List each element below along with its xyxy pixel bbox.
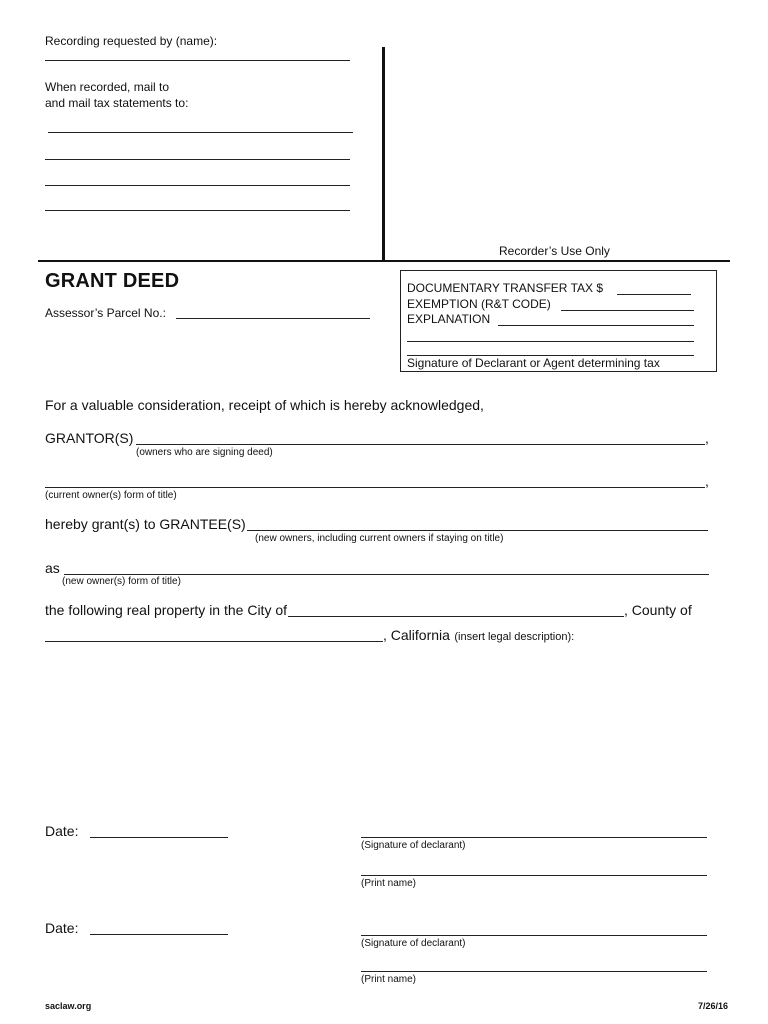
exemption-label: EXEMPTION (R&T CODE): [407, 297, 551, 311]
print-name-label-1: (Print name): [361, 878, 417, 889]
mail-address-line-4[interactable]: [45, 210, 350, 211]
date-field-1[interactable]: [90, 837, 228, 838]
apn-label: Assessor’s Parcel No.:: [45, 306, 166, 320]
recording-requested-field[interactable]: [45, 60, 350, 61]
legal-description-note: (insert legal description):: [454, 631, 575, 643]
mail-to-label-line2: and mail tax statements to:: [45, 96, 189, 110]
property-city-label: the following real property in the City of: [45, 602, 288, 618]
footer-site: saclaw.org: [45, 1001, 92, 1011]
grantor-label: GRANTOR(S): [45, 430, 134, 446]
print-name-field-2[interactable]: [361, 971, 707, 972]
county-label: , County of: [624, 602, 692, 618]
mail-address-line-2[interactable]: [45, 159, 350, 160]
grantor-comma: ,: [705, 430, 709, 446]
signature-declarant-label-1: (Signature of declarant): [361, 840, 466, 851]
transfer-tax-box: [400, 270, 717, 372]
signature-field-2[interactable]: [361, 935, 707, 936]
as-label: as: [45, 560, 60, 576]
mail-address-line-1[interactable]: [48, 132, 353, 133]
signature-field-1[interactable]: [361, 837, 707, 838]
mail-to-label-line1: When recorded, mail to: [45, 80, 170, 94]
recorder-area-divider: [382, 47, 385, 261]
print-name-label-2: (Print name): [361, 974, 417, 985]
city-field[interactable]: [288, 616, 624, 617]
county-field[interactable]: [45, 641, 383, 642]
recorder-use-only-label: Recorder’s Use Only: [499, 244, 610, 258]
page-title: GRANT DEED: [45, 270, 180, 292]
grantee-field[interactable]: [247, 530, 708, 531]
transfer-tax-label: DOCUMENTARY TRANSFER TAX $: [407, 281, 604, 295]
declarant-signature-label: Signature of Declarant or Agent determining tax: [407, 356, 660, 370]
california-row: [383, 627, 574, 645]
mail-address-line-3[interactable]: [45, 185, 350, 186]
california-label: , California: [383, 627, 450, 643]
current-title-note: (current owner(s) form of title): [45, 490, 177, 501]
date-label-1: Date:: [45, 823, 79, 839]
apn-field[interactable]: [176, 318, 370, 319]
recording-requested-label: Recording requested by (name):: [45, 34, 218, 48]
explanation-label: EXPLANATION: [407, 312, 491, 326]
grantor-note: (owners who are signing deed): [136, 447, 273, 458]
consideration-text: For a valuable consideration, receipt of which is hereby acknowledged,: [45, 397, 484, 413]
explanation-field-2[interactable]: [407, 341, 694, 342]
exemption-field[interactable]: [561, 310, 694, 311]
current-title-field[interactable]: [45, 487, 705, 488]
current-title-comma: ,: [705, 473, 709, 489]
date-label-2: Date:: [45, 920, 79, 936]
grant-to-label: hereby grant(s) to GRANTEE(S): [45, 516, 246, 532]
header-separator: [38, 260, 730, 262]
new-title-note: (new owner(s) form of title): [62, 576, 181, 587]
transfer-tax-field[interactable]: [617, 294, 691, 295]
date-field-2[interactable]: [90, 934, 228, 935]
signature-declarant-label-2: (Signature of declarant): [361, 938, 466, 949]
print-name-field-1[interactable]: [361, 875, 707, 876]
grantee-note: (new owners, including current owners if staying on title): [255, 533, 504, 544]
new-title-field[interactable]: [64, 574, 709, 575]
grantor-field[interactable]: [136, 444, 705, 445]
explanation-field-1[interactable]: [498, 325, 694, 326]
footer-date: 7/26/16: [698, 1001, 729, 1011]
